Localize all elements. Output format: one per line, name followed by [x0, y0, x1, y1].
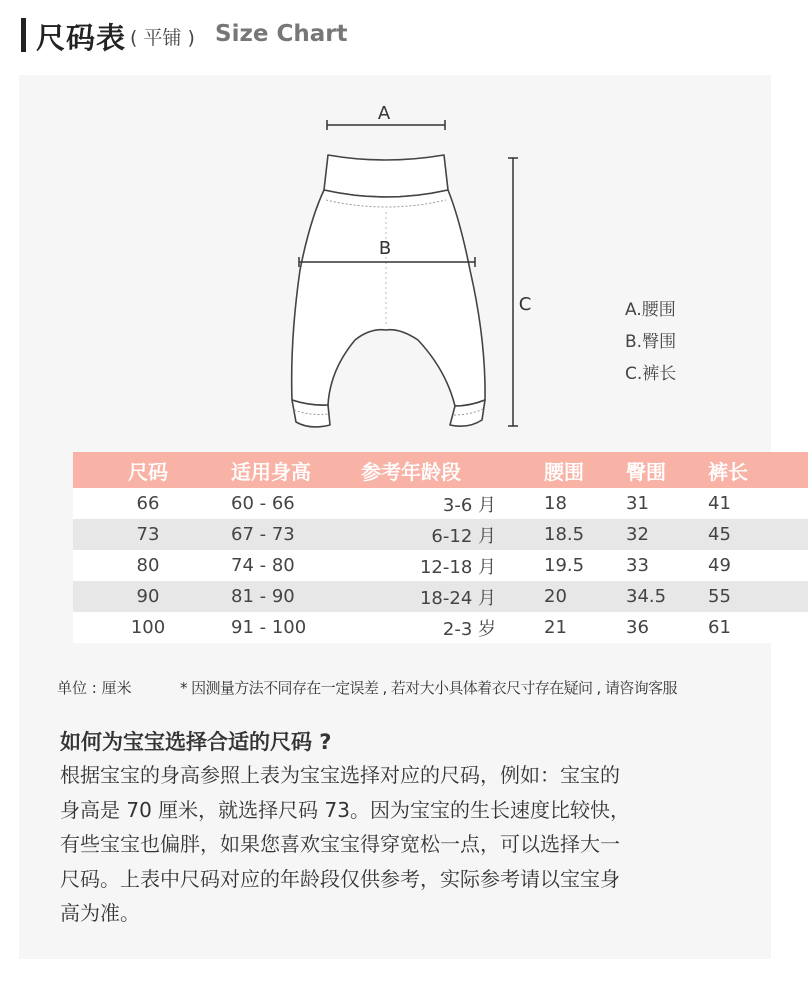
cell-age: 2-3 岁 [351, 612, 536, 643]
length-measure-line [508, 158, 518, 426]
cell-size: 90 [73, 581, 223, 612]
cell-age: 3-6 月 [351, 488, 536, 519]
table-header-row [73, 452, 808, 488]
header-age: 参考年龄段 [351, 452, 536, 488]
cell-age: 12-18 月 [351, 550, 536, 581]
pants-diagram [270, 100, 530, 435]
header-hip: 臀围 [614, 452, 696, 488]
unit-note: 单位 : 厘米 [57, 679, 132, 697]
legend-item-waist: A.腰围 [625, 300, 676, 320]
page-subtitle-en: Size Chart [215, 21, 348, 47]
header-length: 裤长 [696, 452, 808, 488]
cell-waist: 18 [536, 488, 614, 519]
cell-size: 80 [73, 550, 223, 581]
cell-size: 73 [73, 519, 223, 550]
table-row [73, 612, 808, 643]
faq-answer-line: 身高是 70 厘米，就选择尺码 73。因为宝宝的生长速度比较快， [60, 797, 630, 822]
cell-height: 81 - 90 [223, 581, 351, 612]
table-row [73, 581, 808, 612]
faq-question: 如何为宝宝选择合适的尺码 ? [60, 730, 332, 754]
cell-hip: 36 [614, 612, 696, 643]
cell-hip: 33 [614, 550, 696, 581]
faq-answer-line: 高为准。 [60, 901, 140, 925]
cell-length: 61 [696, 612, 808, 643]
cell-hip: 31 [614, 488, 696, 519]
label-b: B [378, 238, 392, 259]
cell-waist: 21 [536, 612, 614, 643]
table-row [73, 550, 808, 581]
pants-outline [292, 155, 485, 427]
measurement-legend [625, 294, 676, 390]
page-header [0, 0, 790, 72]
faq-answer [60, 758, 740, 931]
legend-item-hip: B.臀围 [625, 332, 677, 352]
faq-answer-line: 有些宝宝也偏胖，如果您喜欢宝宝得穿宽松一点，可以选择大一 [60, 832, 620, 856]
page-title: 尺码表 [36, 21, 127, 55]
size-table [73, 452, 808, 643]
header-height: 适用身高 [223, 452, 351, 488]
label-c: C [518, 294, 532, 315]
cell-height: 60 - 66 [223, 488, 351, 519]
label-a: A [377, 103, 391, 124]
page-subtitle-paren: ( 平铺 ) [130, 27, 195, 49]
faq-answer-line: 根据宝宝的身高参照上表为宝宝选择对应的尺码，例如：宝宝的 [60, 763, 620, 787]
cell-size: 100 [73, 612, 223, 643]
cell-length: 49 [696, 550, 808, 581]
cell-waist: 19.5 [536, 550, 614, 581]
cell-age: 6-12 月 [351, 519, 536, 550]
cell-age: 18-24 月 [351, 581, 536, 612]
cell-height: 74 - 80 [223, 550, 351, 581]
faq-answer-line: 尺码。上表中尺码对应的年龄段仅供参考，实际参考请以宝宝身 [60, 866, 620, 891]
disclaimer-note: * 因测量方法不同存在一定误差 , 若对大小具体着衣尺寸存在疑问 , 请咨询客服 [180, 679, 677, 697]
header-size: 尺码 [73, 452, 223, 488]
table-row [73, 488, 808, 519]
legend-item-length: C.裤长 [625, 364, 677, 384]
cell-length: 45 [696, 519, 808, 550]
table-row [73, 519, 808, 550]
cell-waist: 18.5 [536, 519, 614, 550]
cell-height: 67 - 73 [223, 519, 351, 550]
cell-length: 55 [696, 581, 808, 612]
cell-length: 41 [696, 488, 808, 519]
cell-hip: 32 [614, 519, 696, 550]
header-waist: 腰围 [536, 452, 614, 488]
cell-waist: 20 [536, 581, 614, 612]
cell-size: 66 [73, 488, 223, 519]
cell-height: 91 - 100 [223, 612, 351, 643]
cell-hip: 34.5 [614, 581, 696, 612]
title-accent-bar [21, 18, 26, 52]
